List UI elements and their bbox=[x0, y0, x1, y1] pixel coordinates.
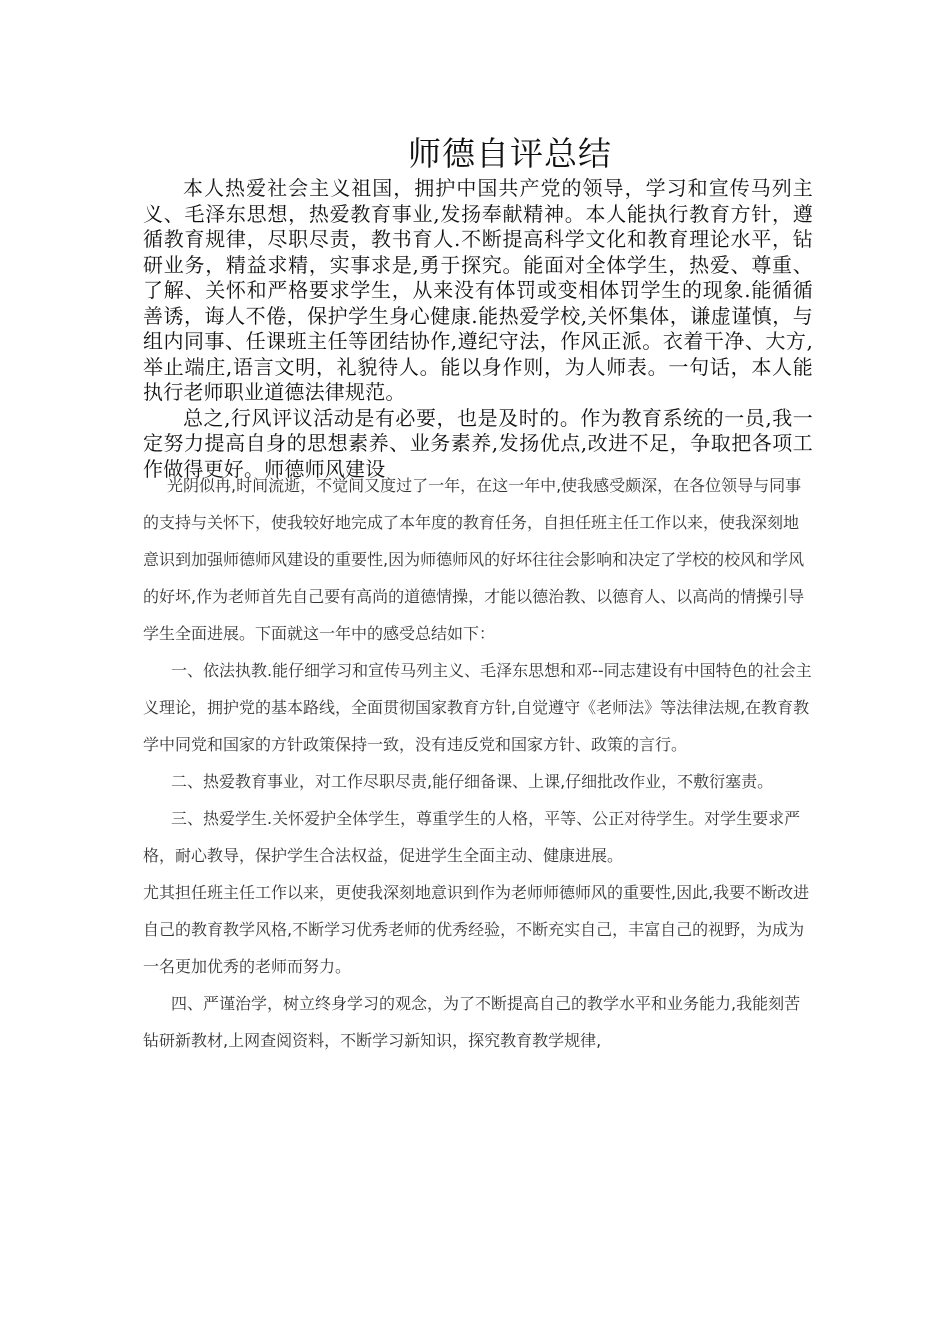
paragraph-year-review: 光阴似冉,时间流逝，不觉间又度过了一年，在这一年中,使我感受颇深，在各位领导与同事的支持与关怀下，使我较好地完成了本年度的教育任务，自担任班主任工作以来，使我深刻地意识到加强师德师风建设的重要性,因为师德师风的好坏往往会影响和决定了学校的校风和学风的好坏,作为老师首先自己要有高尚的道德情操，才能以德治教、以德育人、以高尚的情操引导学生全面进展。下面就这一年中的感受总结如下： bbox=[143, 476, 805, 643]
document-title: 师德自评总结 bbox=[408, 134, 612, 173]
paragraph-point-two: 二、热爱教育事业，对工作尽职尽责,能仔细备课、上课,仔细批改作业，不敷衍塞责。 bbox=[171, 772, 774, 791]
summary-section bbox=[143, 467, 813, 1059]
paragraph-point-one: 一、依法执教.能仔细学习和宣传马列主义、毛泽东思想和邓--同志建设有中国特色的社会主义理论，拥护党的基本路线，全面贯彻国家教育方针,自觉遵守《老师法》等法律法规,在教育教学中同党和国家的方针政策保持一致，没有违反党和国家方针、政策的言行。 bbox=[143, 661, 812, 754]
paragraph-self-evaluation: 本人热爱社会主义祖国，拥护中国共产党的领导，学习和宣传马列主义、毛泽东思想，热爱教育事业,发扬奉献精神。本人能执行教育方针，遵循教育规律，尽职尽责，教书育人.不断提高科学文化和教育理论水平，钻研业务，精益求精，实事求是,勇于探究。能面对全体学生，热爱、尊重、了解、关怀和严格要求学生，从来没有体罚或变相体罚学生的现象.能循循善诱，诲人不倦，保护学生身心健康.能热爱学校,关怀集体，谦虚谨慎，与组内同事、任课班主任等团结协作,遵纪守法，作风正派。衣着干净、大方,举止端庄,语言文明，礼貌待人。能以身作则，为人师表。一句话，本人能执行老师职业道德法律规范。 bbox=[143, 176, 813, 404]
paragraph-head-teacher: 尤其担任班主任工作以来，更使我深刻地意识到作为老师师德师风的重要性,因此,我要不断改进自己的教育教学风格,不断学习优秀老师的优秀经验，不断充实自己，丰富自己的视野，为成为一名更加优秀的老师而努力。 bbox=[143, 883, 810, 976]
paragraph-point-three: 三、热爱学生.关怀爱护全体学生，尊重学生的人格，平等、公正对待学生。对学生要求严格，耐心教导，保护学生合法权益，促进学生全面主动、健康进展。 bbox=[143, 809, 801, 865]
self-evaluation-section bbox=[143, 176, 813, 482]
paragraph-point-four: 四、严谨治学，树立终身学习的观念，为了不断提高自己的教学水平和业务能力,我能刻苦钻研新教材,上网查阅资料，不断学习新知识，探究教育教学规律, bbox=[143, 994, 801, 1050]
paragraph-conclusion: 总之,行风评议活动是有必要，也是及时的。作为教育系统的一员,我一定努力提高自身的思想素养、业务素养,发扬优点,改进不足，争取把各项工作做得更好。师德师风建设 bbox=[143, 405, 813, 481]
